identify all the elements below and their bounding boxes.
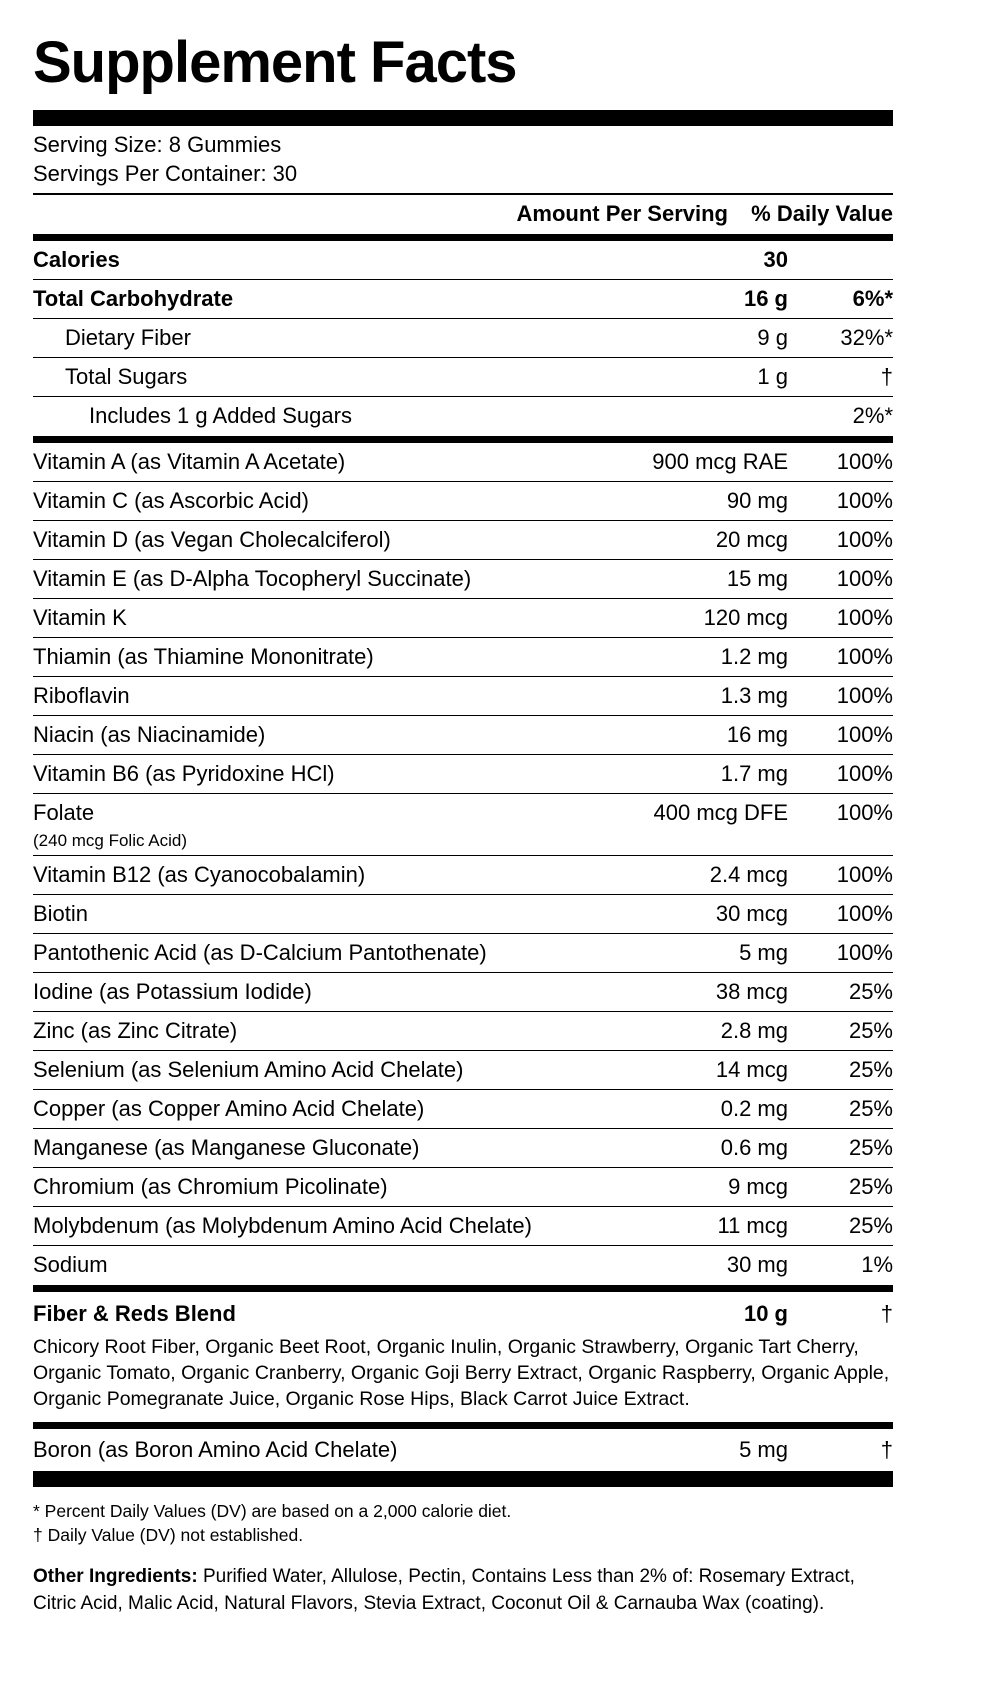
row-label-text: Vitamin E (as D-Alpha Tocopheryl Succinate) [33, 566, 472, 591]
row-amount: 120 mcg [703, 605, 788, 630]
macro-row [33, 280, 893, 319]
row-amount: 14 mcg [715, 1057, 788, 1082]
row-amount: 15 mg [726, 566, 788, 591]
macro-row [33, 241, 893, 280]
row-daily-value: 100% [836, 761, 893, 786]
row-label-text: Biotin [33, 901, 89, 926]
row-label [33, 1057, 568, 1083]
column-header [33, 195, 893, 234]
row-daily-value: 100% [836, 683, 893, 708]
row-label-text: Total Carbohydrate [33, 286, 234, 311]
blend-ingredients: Chicory Root Fiber, Organic Beet Root, Organic Inulin, Organic Strawberry, Organic Tart Cherry, Organic Tomato, Organic Cranberry, Organic Goji Berry Extract, Organic Raspberry, Organic Apple, Organic Pomegranate Juice, Organic Rose Hips, Black Carrot Juice Extract. [33, 1336, 890, 1410]
row-daily-value: 25% [848, 1174, 893, 1199]
boron-label: Boron (as Boron Amino Acid Chelate) [33, 1437, 398, 1462]
row-label-text: Dietary Fiber [65, 325, 191, 350]
row-amount: 5 mg [739, 940, 788, 965]
row-label [33, 722, 568, 748]
row-daily-value: † [880, 364, 893, 389]
blend-dv: † [880, 1301, 893, 1326]
row-daily-value: 6%* [852, 286, 893, 311]
row-label-text: Vitamin B12 (as Cyanocobalamin) [33, 862, 366, 887]
nutrient-row [33, 895, 893, 934]
row-amount: 30 mcg [715, 901, 788, 926]
macros-section [33, 241, 893, 436]
nutrient-row [33, 716, 893, 755]
nutrient-row [33, 677, 893, 716]
row-label [33, 761, 568, 787]
row-label [33, 1018, 568, 1044]
row-daily-value: 100% [836, 449, 893, 474]
blend-row [33, 1292, 893, 1328]
row-daily-value: 25% [848, 1018, 893, 1043]
nutrients-section [33, 443, 893, 1285]
macros-divider [33, 436, 893, 443]
row-amount: 9 g [757, 325, 788, 350]
row-label-text: Copper (as Copper Amino Acid Chelate) [33, 1096, 425, 1121]
row-daily-value: 100% [836, 940, 893, 965]
nutrient-row [33, 1246, 893, 1285]
row-daily-value: 32%* [840, 325, 893, 350]
footnote-dv-basis: * Percent Daily Values (DV) are based on a 2,000 calorie diet. [33, 1501, 512, 1521]
row-label [33, 800, 568, 852]
row-amount: 20 mcg [715, 527, 788, 552]
macro-row [33, 319, 893, 358]
row-amount: 400 mcg DFE [653, 800, 788, 825]
row-daily-value: 100% [836, 488, 893, 513]
row-label-text: Niacin (as Niacinamide) [33, 722, 266, 747]
row-label [33, 644, 568, 670]
row-amount: 16 mg [726, 722, 788, 747]
row-amount: 1 g [757, 364, 788, 389]
row-amount: 16 g [743, 286, 788, 311]
other-ingredients [33, 1547, 893, 1617]
nutrient-row [33, 1207, 893, 1246]
row-amount: 2.8 mg [720, 1018, 788, 1043]
row-label [33, 325, 568, 351]
row-label [33, 488, 568, 514]
amount-per-serving-header: Amount Per Serving [516, 201, 728, 226]
row-label [33, 1213, 568, 1239]
row-label [33, 364, 568, 390]
nutrient-row [33, 1168, 893, 1207]
row-amount: 9 mcg [728, 1174, 788, 1199]
row-label [33, 979, 568, 1005]
row-label [33, 1096, 568, 1122]
row-daily-value: 25% [848, 979, 893, 1004]
macro-row [33, 397, 893, 436]
nutrient-row [33, 1090, 893, 1129]
row-label [33, 1174, 568, 1200]
row-daily-value: 100% [836, 527, 893, 552]
row-sublabel: (240 mcg Folic Acid) [33, 831, 187, 850]
row-label [33, 683, 568, 709]
row-daily-value: 25% [848, 1096, 893, 1121]
row-amount: 30 [763, 247, 788, 272]
serving-info [33, 126, 893, 193]
row-label [33, 449, 568, 475]
servings-per-container: Servings Per Container: 30 [33, 161, 298, 186]
footnote-dv-not-established: † Daily Value (DV) not established. [33, 1525, 304, 1545]
row-amount: 1.7 mg [720, 761, 788, 786]
row-amount: 90 mg [726, 488, 788, 513]
row-label-text: Molybdenum (as Molybdenum Amino Acid Chelate) [33, 1213, 532, 1238]
row-daily-value: 100% [836, 862, 893, 887]
row-daily-value: 25% [848, 1057, 893, 1082]
nutrient-row [33, 638, 893, 677]
row-label [33, 403, 568, 429]
row-label [33, 901, 568, 927]
row-amount: 11 mcg [717, 1213, 788, 1238]
nutrient-row [33, 482, 893, 521]
row-amount: 2.4 mcg [709, 862, 788, 887]
row-label [33, 1135, 568, 1161]
row-label [33, 1252, 568, 1278]
row-label-text: Vitamin D (as Vegan Cholecalciferol) [33, 527, 391, 552]
daily-value-header: % Daily Value [751, 201, 893, 226]
row-amount: 30 mg [726, 1252, 788, 1277]
row-amount: 1.3 mg [720, 683, 788, 708]
title-divider [33, 110, 893, 126]
nutrient-row [33, 794, 893, 856]
nutrient-row [33, 443, 893, 482]
row-label [33, 605, 568, 631]
row-label-text: Vitamin B6 (as Pyridoxine HCl) [33, 761, 335, 786]
nutrient-row [33, 599, 893, 638]
nutrient-row [33, 973, 893, 1012]
row-label-text: Sodium [33, 1252, 108, 1277]
row-label-text: Zinc (as Zinc Citrate) [33, 1018, 238, 1043]
row-amount: 1.2 mg [720, 644, 788, 669]
row-label [33, 940, 568, 966]
row-label-text: Total Sugars [65, 364, 188, 389]
row-daily-value: 2%* [852, 403, 893, 428]
nutrient-row [33, 1012, 893, 1051]
row-daily-value: 100% [836, 901, 893, 926]
row-label-text: Calories [33, 247, 120, 272]
row-label-text: Iodine (as Potassium Iodide) [33, 979, 312, 1004]
row-label-text: Includes 1 g Added Sugars [89, 403, 352, 428]
nutrients-divider [33, 1285, 893, 1292]
blend-label: Fiber & Reds Blend [33, 1301, 236, 1326]
row-amount: 0.2 mg [720, 1096, 788, 1121]
boron-amount: 5 mg [739, 1437, 788, 1462]
row-label-text: Vitamin C (as Ascorbic Acid) [33, 488, 309, 513]
header-divider [33, 234, 893, 241]
nutrient-row [33, 1129, 893, 1168]
row-amount: 0.6 mg [720, 1135, 788, 1160]
row-label [33, 862, 568, 888]
blend-amount: 10 g [743, 1301, 788, 1326]
row-label-text: Folate [33, 800, 95, 825]
row-label [33, 566, 568, 592]
row-daily-value: 100% [836, 644, 893, 669]
row-label-text: Vitamin K [33, 605, 127, 630]
row-daily-value: 100% [836, 605, 893, 630]
bottom-divider [33, 1471, 893, 1487]
nutrient-row [33, 560, 893, 599]
row-label-text: Vitamin A (as Vitamin A Acetate) [33, 449, 346, 474]
row-daily-value: 25% [848, 1213, 893, 1238]
boron-dv: † [880, 1437, 893, 1462]
supplement-facts-panel [33, 28, 893, 1617]
blend-divider [33, 1422, 893, 1429]
row-amount: 900 mcg RAE [652, 449, 788, 474]
row-daily-value: 100% [836, 800, 893, 825]
row-daily-value: 100% [836, 722, 893, 747]
row-label-text: Manganese (as Manganese Gluconate) [33, 1135, 420, 1160]
nutrient-row [33, 521, 893, 560]
serving-size: Serving Size: 8 Gummies [33, 132, 282, 157]
nutrient-row [33, 856, 893, 895]
row-label [33, 527, 568, 553]
other-ingredients-text: Purified Water, Allulose, Pectin, Contains Less than 2% of: Rosemary Extract, Citric Acid, Malic Acid, Natural Flavors, Stevia Extract, Coconut Oil & Carnauba Wax (coating). [33, 1566, 855, 1614]
nutrient-row [33, 934, 893, 973]
row-label [33, 286, 568, 312]
nutrient-row [33, 755, 893, 794]
row-label-text: Thiamin (as Thiamine Mononitrate) [33, 644, 374, 669]
row-daily-value: 25% [848, 1135, 893, 1160]
panel-title: Supplement Facts [33, 30, 517, 95]
row-daily-value: 100% [836, 566, 893, 591]
row-label [33, 247, 568, 273]
boron-row [33, 1429, 893, 1471]
row-label-text: Chromium (as Chromium Picolinate) [33, 1174, 388, 1199]
row-label-text: Riboflavin [33, 683, 130, 708]
row-label-text: Pantothenic Acid (as D-Calcium Pantothenate) [33, 940, 487, 965]
footnotes [33, 1487, 893, 1547]
row-label-text: Selenium (as Selenium Amino Acid Chelate) [33, 1057, 464, 1082]
other-ingredients-label: Other Ingredients: [33, 1566, 198, 1587]
macro-row [33, 358, 893, 397]
nutrient-row [33, 1051, 893, 1090]
row-daily-value: 1% [861, 1252, 893, 1277]
row-amount: 38 mcg [715, 979, 788, 1004]
